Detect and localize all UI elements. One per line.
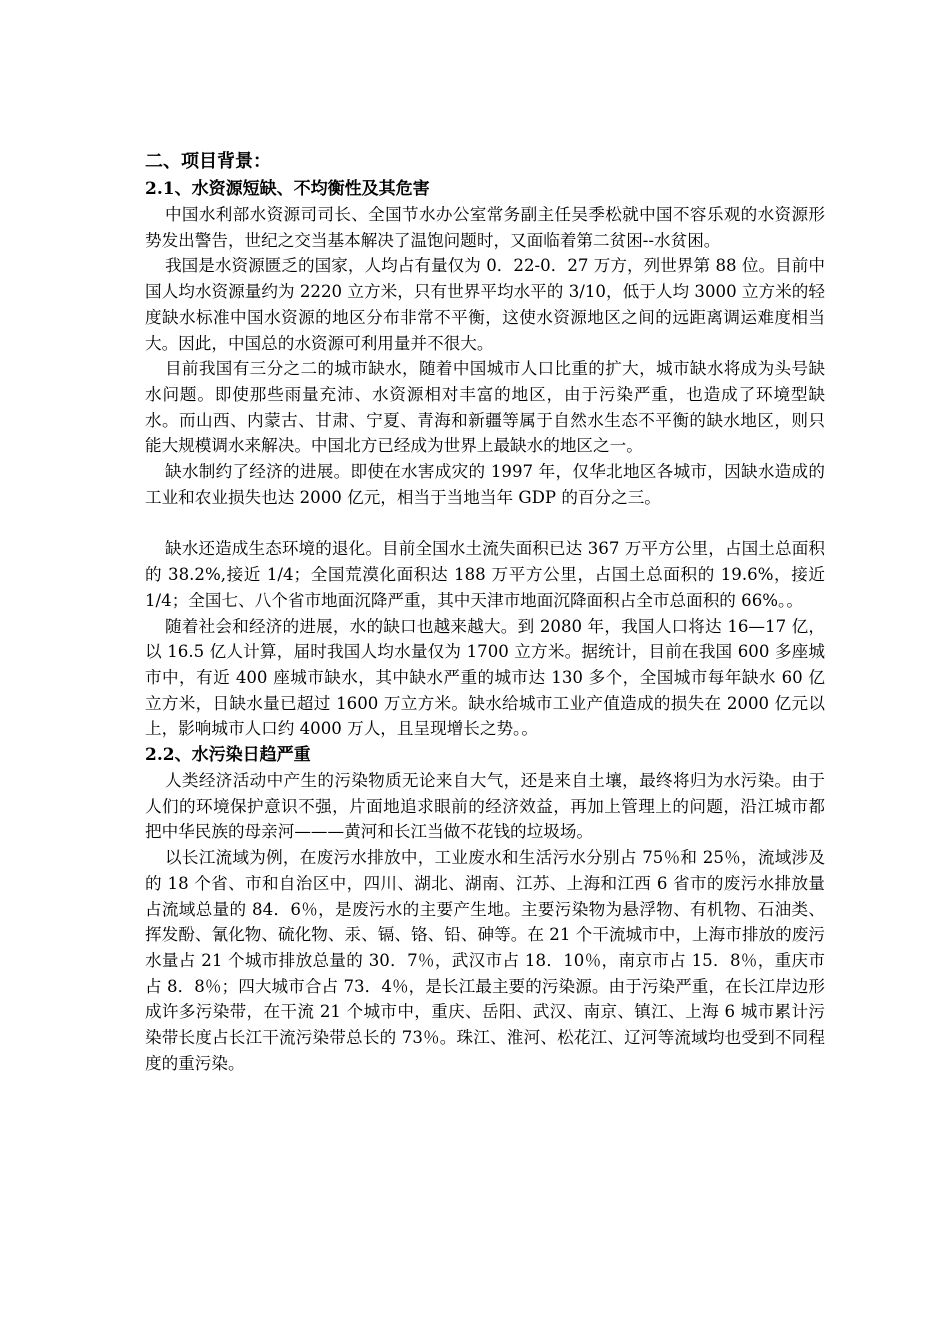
paragraph: 以长江流域为例，在废污水排放中，工业废水和生活污水分别占 75％和 25％，流域涉及的 18 个省、市和自治区中，四川、湖北、湖南、江苏、上海和江西 6 省市的废污水排放量占流域总量的 84．6％，是废污水的主要产生地。主要污染物为悬浮物、有机物、石油类、挥发酚、氰化物、硫化物、汞、镉、铬、铅、砷等。在 21 个干流城市中，上海市排放的废污水量占 21 个城市排放总量的 30．7％，武汉市占 18．10％，南京市占 15．8％，重庆市占 8．8％；四大城市合占 73．4％，是长江最主要的污染源。由于污染严重，在长江岸边形成许多污染带，在干流 21 个城市中，重庆、岳阳、武汉、南京、镇江、上海 6 城市累计污染带长度占长江干流污染带总长的 73％。珠江、淮河、松花江、辽河等流域均也受到不同程度的重污染。	[145, 848, 825, 1073]
blank-line	[145, 510, 825, 536]
document-page	[145, 148, 825, 1077]
paragraph: 人类经济活动中产生的污染物质无论来自大气，还是来自土壤，最终将归为水污染。由于人们的环境保护意识不强，片面地追求眼前的经济效益，再加上管理上的问题，沿江城市都把中华民族的母亲河———黄河和长江当做不花钱的垃圾场。	[145, 771, 825, 842]
paragraph: 目前我国有三分之二的城市缺水，随着中国城市人口比重的扩大，城市缺水将成为头号缺水问题。即使那些雨量充沛、水资源相对丰富的地区，由于污染严重，也造成了环境型缺水。而山西、内蒙古、甘肃、宁夏、青海和新疆等属于自然水生态不平衡的缺水地区，则只能大规模调水来解决。中国北方已经成为世界上最缺水的地区之一。	[145, 359, 825, 456]
paragraph: 随着社会和经济的进展，水的缺口也越来越大。到 2080 年，我国人口将达 16—17 亿，以 16.5 亿人计算，届时我国人均水量仅为 1700 立方米。据统计，目前在我国 600 多座城市中，有近 400 座城市缺水，其中缺水严重的城市达 130 多个，全国城市每年缺水 60 亿立方米，日缺水量已超过 1600 万立方米。缺水给城市工业产值造成的损失在 2000 亿元以上，影响城市人口约 4000 万人，且呈现增长之势。。	[145, 616, 825, 739]
paragraph: 中国水利部水资源司司长、全国节水办公室常务副主任吴季松就中国不容乐观的水资源形势发出警告，世纪之交当基本解决了温饱问题时，又面临着第二贫困--水贫困。	[145, 205, 825, 250]
subsection-heading-2-1: 2.1、水资源短缺、不均衡性及其危害	[145, 179, 430, 199]
paragraph: 缺水还造成生态环境的退化。目前全国水土流失面积已达 367 万平方公里，占国土总面积的 38.2%,接近 1/4；全国荒漠化面积达 188 万平方公里，占国土总面积的 19.6%，接近 1/4；全国七、八个省市地面沉降严重，其中天津市地面沉降面积占全市总面积的 66%。。	[145, 539, 825, 610]
subsection-heading-2-2: 2.2、水污染日趋严重	[145, 745, 311, 766]
section-title: 二、项目背景：	[145, 151, 271, 172]
paragraph: 缺水制约了经济的进展。即使在水害成灾的 1997 年，仅华北地区各城市，因缺水造成的工业和农业损失也达 2000 亿元，相当于当地当年 GDP 的百分之三。	[145, 462, 825, 507]
paragraph: 我国是水资源匮乏的国家，人均占有量仅为 0．22-0．27 万方，列世界第 88 位。目前中国人均水资源量约为 2220 立方米，只有世界平均水平的 3/10，低于人均 3000 立方米的轻度缺水标准中国水资源的地区分布非常不平衡，这使水资源地区之间的远距离调运难度相当大。因此，中国总的水资源可利用量并不很大。	[145, 256, 825, 353]
